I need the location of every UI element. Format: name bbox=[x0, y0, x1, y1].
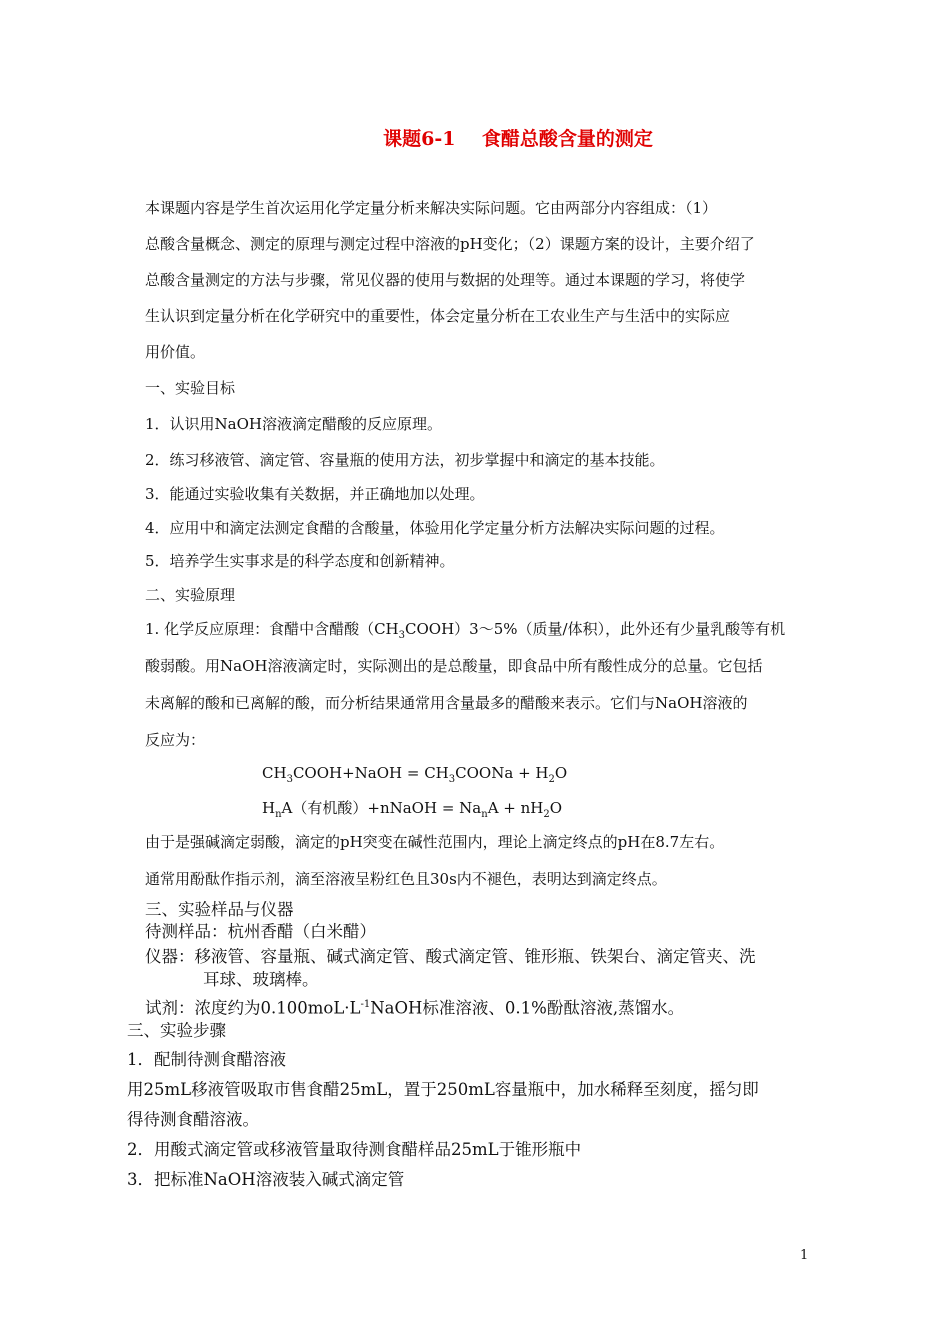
eq-text: A + nH bbox=[487, 799, 544, 817]
reagent-line bbox=[145, 995, 684, 1019]
list-item: 5．培养学生实事求是的科学态度和创新精神。 bbox=[145, 552, 455, 570]
instruments-line: 仪器：移液管、容量瓶、碱式滴定管、酸式滴定管、锥形瓶、铁架台、滴定管夹、洗 bbox=[145, 947, 756, 966]
principle-line: 通常用酚酞作指示剂，滴至溶液呈粉红色且30s内不褪色，表明达到滴定终点。 bbox=[145, 870, 667, 888]
reagent-text: 试剂：浓度约为0.100moL·L bbox=[145, 998, 361, 1018]
section-heading: 二、实验原理 bbox=[145, 586, 236, 604]
subscript: 3 bbox=[448, 774, 456, 785]
intro-line: 本课题内容是学生首次运用化学定量分析来解决实际问题。它由两部分内容组成：（1） bbox=[145, 199, 718, 217]
list-item: 2．练习移液管、滴定管、容量瓶的使用方法，初步掌握中和滴定的基本技能。 bbox=[145, 451, 665, 469]
eq-text: A（有机酸）+nNaOH = Na bbox=[281, 799, 482, 817]
step-heading: 3．把标准NaOH溶液装入碱式滴定管 bbox=[127, 1170, 405, 1189]
principle-line: 未离解的酸和已离解的酸，而分析结果通常用含量最多的醋酸来表示。它们与NaOH溶液的 bbox=[145, 694, 748, 712]
subscript: 3 bbox=[286, 774, 293, 785]
eq-text: O bbox=[554, 764, 568, 782]
eq-text: COOH+NaOH = CH bbox=[292, 764, 449, 782]
intro-line: 用价值。 bbox=[145, 343, 206, 361]
list-item: 3．能通过实验收集有关数据，并正确地加以处理。 bbox=[145, 485, 485, 503]
equation-2 bbox=[262, 797, 562, 820]
instruments-line: 耳球、玻璃棒。 bbox=[203, 970, 319, 989]
subscript: 2 bbox=[543, 809, 550, 820]
subscript: 3 bbox=[398, 630, 406, 641]
step-heading: 1．配制待测食醋溶液 bbox=[127, 1050, 286, 1069]
subscript: n bbox=[481, 809, 488, 820]
step-heading: 2．用酸式滴定管或移液管量取待测食醋样品25mL于锥形瓶中 bbox=[127, 1140, 582, 1159]
list-item: 1．认识用NaOH溶液滴定醋酸的反应原理。 bbox=[145, 415, 442, 433]
principle-line: 酸弱酸。用NaOH溶液滴定时，实际测出的是总酸量，即食品中所有酸性成分的总量。它包括 bbox=[145, 657, 763, 675]
step-text: 得待测食醋溶液。 bbox=[127, 1110, 259, 1129]
sample-line: 待测样品：杭州香醋（白米醋） bbox=[145, 922, 376, 941]
section-heading: 三、实验步骤 bbox=[127, 1021, 226, 1040]
intro-line: 总酸含量测定的方法与步骤，常见仪器的使用与数据的处理等。通过本课题的学习，将使学 bbox=[145, 271, 746, 289]
section-heading: 三、实验样品与仪器 bbox=[145, 900, 294, 919]
reagent-text: NaOH标准溶液、0.1%酚酞溶液,蒸馏水。 bbox=[370, 998, 685, 1018]
principle-text: COOH）3～5%（质量/体积），此外还有少量乳酸等有机 bbox=[405, 620, 786, 638]
superscript: -1 bbox=[360, 999, 371, 1010]
page-title: 课题6-1 食醋总酸含量的测定 bbox=[383, 128, 653, 150]
equation-1 bbox=[262, 764, 567, 785]
principle-line bbox=[145, 619, 785, 646]
step-text: 用25mL移液管吸取市售食醋25mL，置于250mL容量瓶中，加水稀释至刻度，摇匀即 bbox=[127, 1080, 759, 1099]
subscript: 2 bbox=[548, 774, 555, 785]
principle-line: 反应为： bbox=[145, 731, 206, 749]
eq-text: COONa + H bbox=[455, 764, 549, 782]
eq-text: H bbox=[262, 799, 276, 817]
eq-text: CH bbox=[262, 764, 287, 782]
section-heading: 一、实验目标 bbox=[145, 379, 236, 397]
subscript: n bbox=[275, 809, 282, 820]
intro-line: 生认识到定量分析在化学研究中的重要性，体会定量分析在工农业生产与生活中的实际应 bbox=[145, 307, 731, 325]
eq-text: O bbox=[549, 799, 563, 817]
page-number: 1 bbox=[800, 1248, 809, 1263]
list-item: 4．应用中和滴定法测定食醋的含酸量，体验用化学定量分析方法解决实际问题的过程。 bbox=[145, 519, 725, 537]
principle-line: 由于是强碱滴定弱酸，滴定的pH突变在碱性范围内，理论上滴定终点的pH在8.7左右。 bbox=[145, 833, 725, 851]
intro-line: 总酸含量概念、测定的原理与测定过程中溶液的pH变化；（2）课题方案的设计，主要介绍了 bbox=[145, 235, 755, 253]
principle-text: 1. 化学反应原理：食醋中含醋酸（CH bbox=[145, 620, 399, 638]
